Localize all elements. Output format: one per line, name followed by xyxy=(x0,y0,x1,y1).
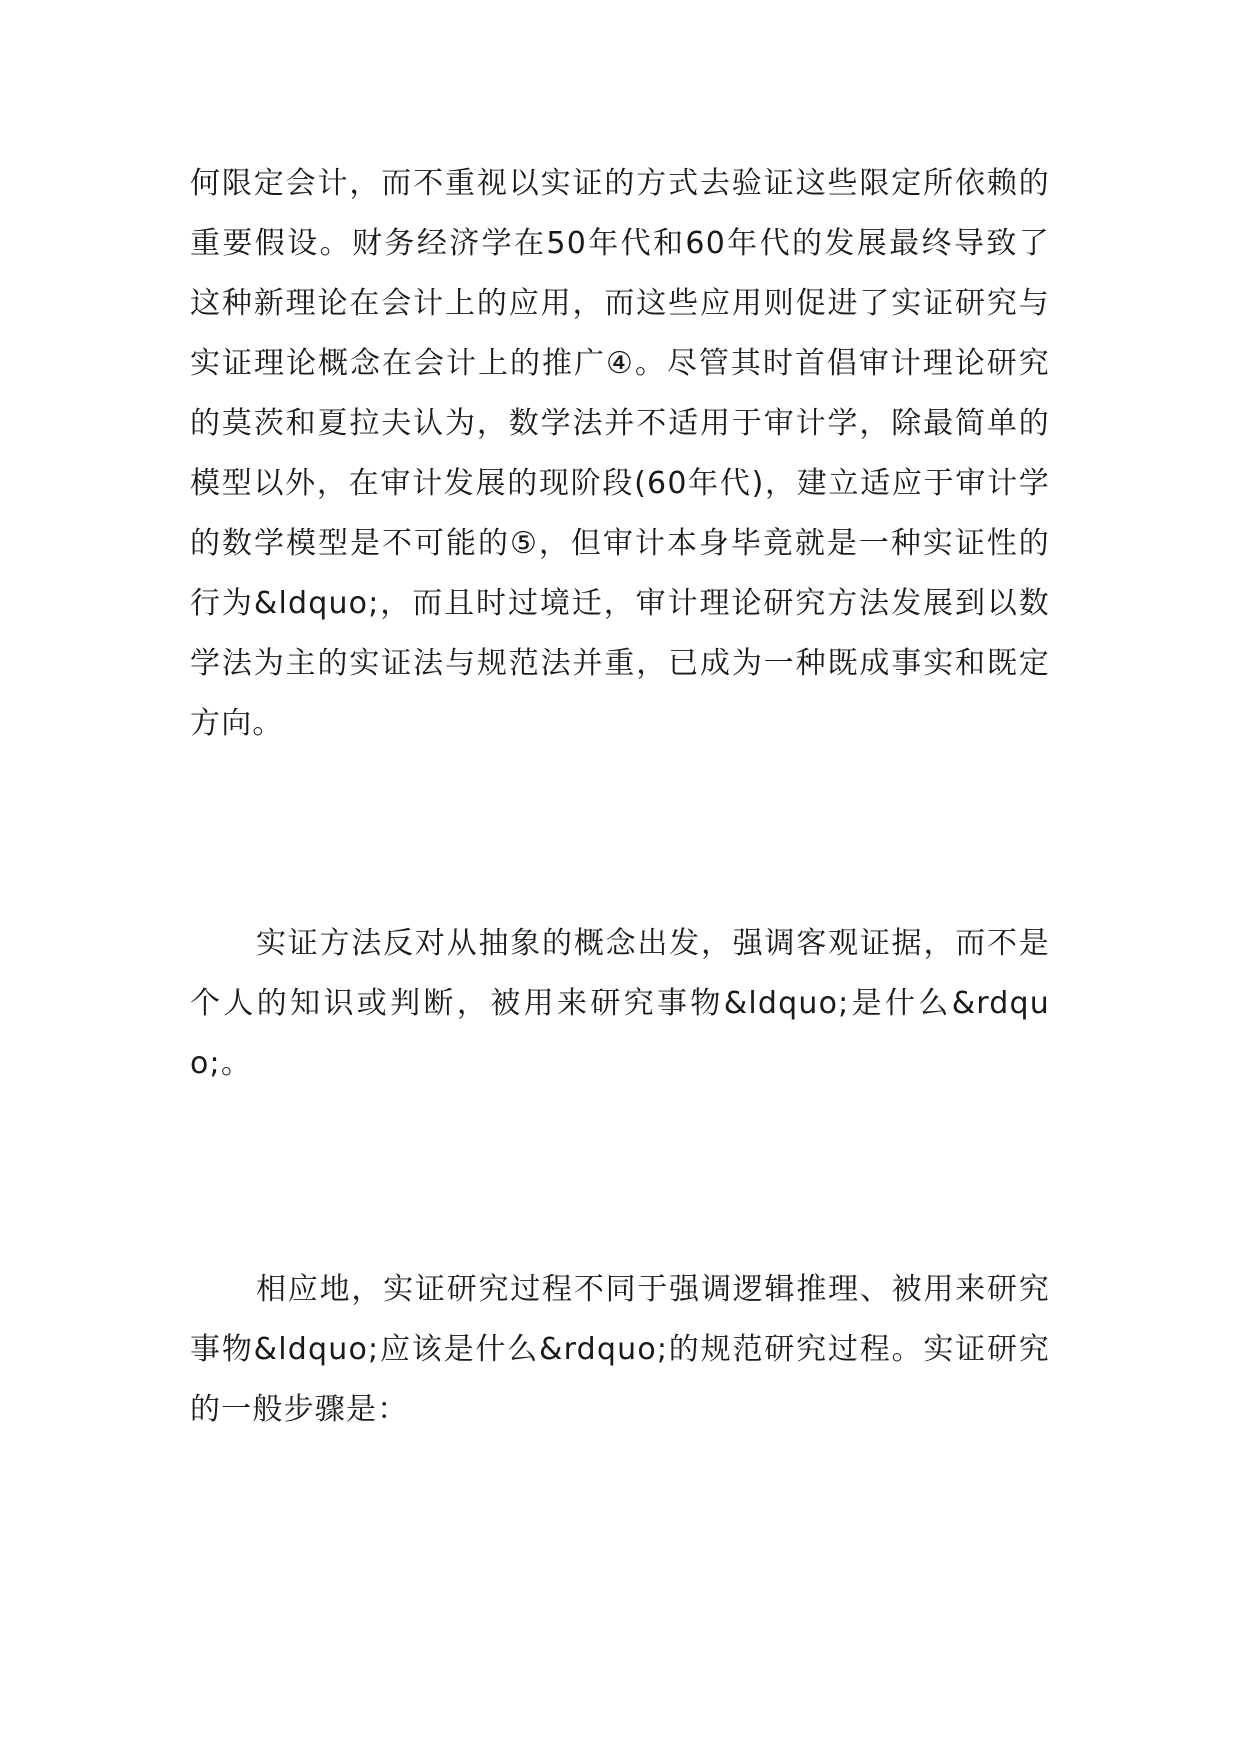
body-paragraph-3: 相应地，实证研究过程不同于强调逻辑推理、被用来研究事物&ldquo;应该是什么&rdquo;的规范研究过程。实证研究的一般步骤是： xyxy=(190,1272,1050,1427)
body-paragraph-1: 何限定会计，而不重视以实证的方式去验证这些限定所依赖的重要假设。财务经济学在50年代和60年代的发展最终导致了这种新理论在会计上的应用，而这些应用则促进了实证研究与实证理论概念在会计上的推广④。尽管其时首倡审计理论研究的莫茨和夏拉夫认为，数学法并不适用于审计学，除最简单的模型以外，在审计发展的现阶段(60年代)，建立适应于审计学的数学模型是不可能的⑤，但审计本身毕竟就是一种实证性的行为&ldquo;，而且时过境迁，审计理论研究方法发展到以数学法为主的实证法与规范法并重，已成为一种既成事实和既定方向。 xyxy=(190,166,1050,741)
body-paragraph-2: 实证方法反对从抽象的概念出发，强调客观证据，而不是个人的知识或判断，被用来研究事物&ldquo;是什么&rdquo;。 xyxy=(190,926,1050,1081)
